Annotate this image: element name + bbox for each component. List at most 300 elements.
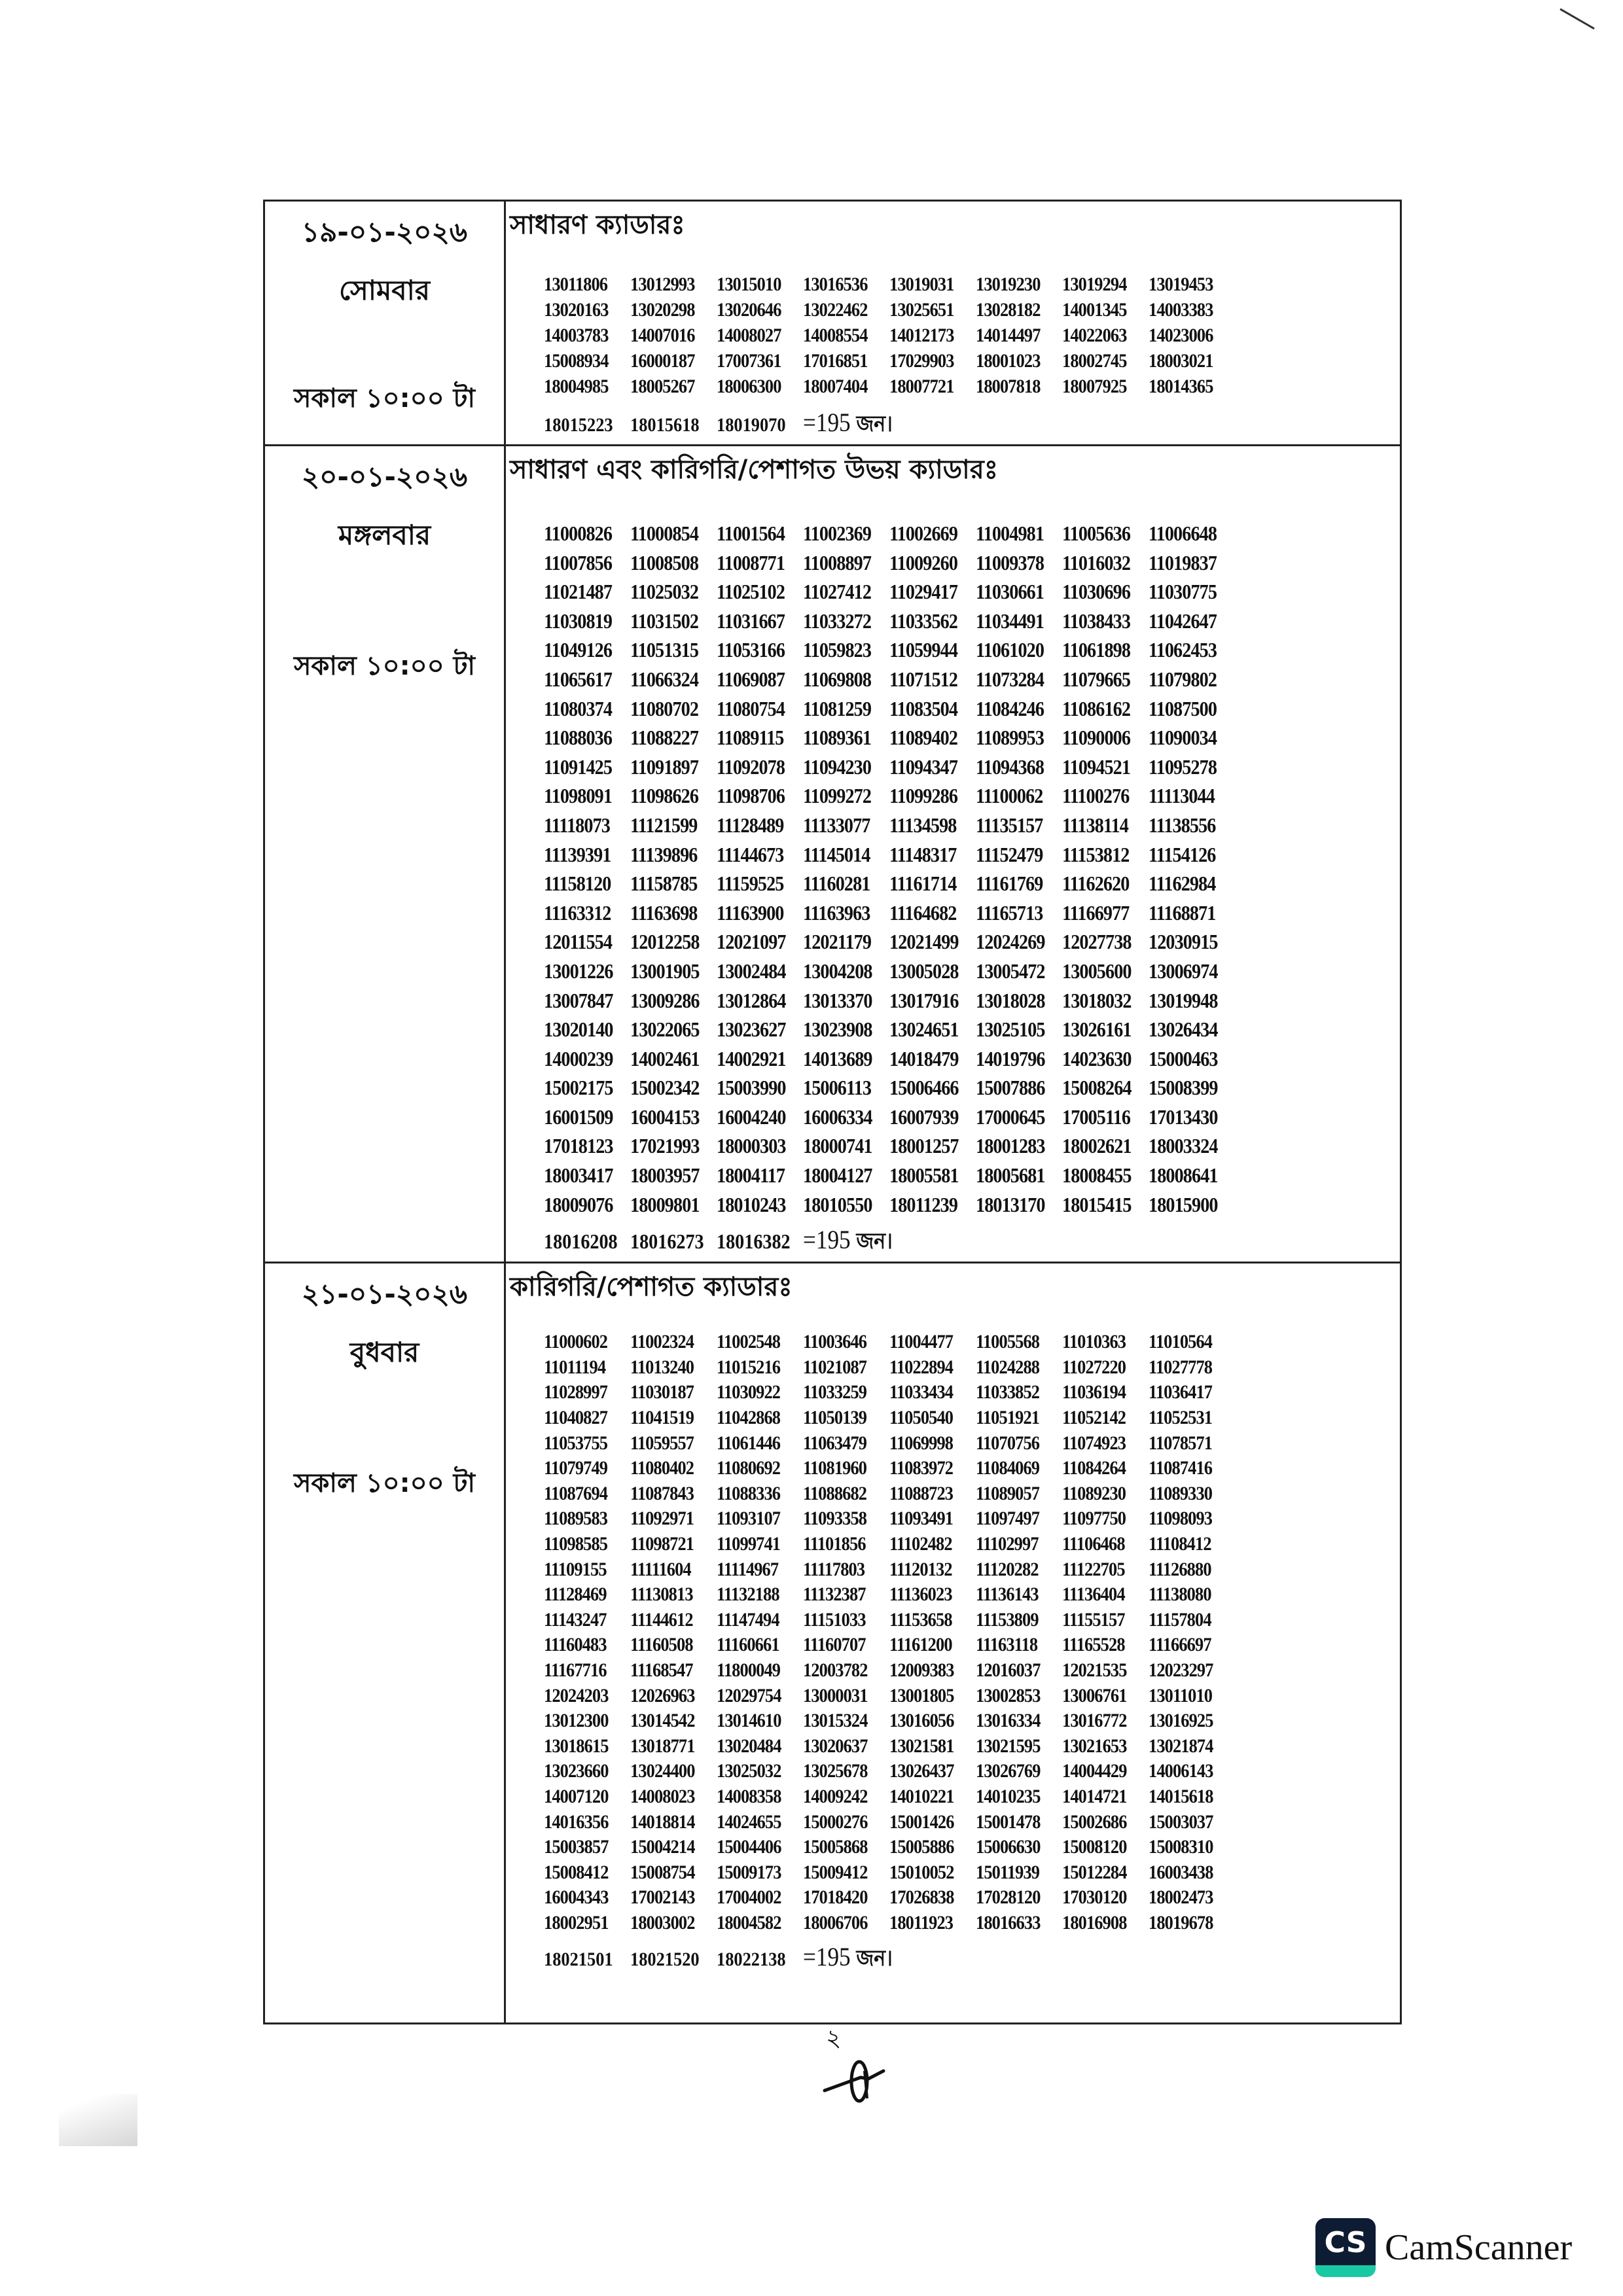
roll-number: 15006630: [976, 1836, 1041, 1858]
roll-number: 18006706: [803, 1911, 868, 1934]
roll-number: 11128489: [717, 813, 784, 837]
roll-number-last-row: [544, 407, 1297, 444]
roll-number: 18010243: [717, 1192, 786, 1216]
roll-number: 11083504: [889, 696, 958, 720]
roll-number: 11081259: [803, 696, 872, 720]
roll-number: 11111604: [630, 1558, 691, 1580]
roll-number: 11120282: [976, 1558, 1039, 1580]
roll-number: 11087500: [1149, 696, 1217, 720]
camscanner-label: CamScanner: [1385, 2227, 1573, 2268]
roll-number: 13016334: [976, 1710, 1041, 1732]
roll-number-last-row: [544, 1941, 1297, 1979]
roll-number: 14008358: [717, 1785, 781, 1807]
roll-number: 11159525: [717, 872, 784, 896]
roll-number: 13015010: [717, 274, 781, 295]
exam-day: মঙ্গলবার: [338, 519, 431, 551]
roll-number: 11087416: [1149, 1457, 1213, 1479]
roll-number: 14014497: [976, 325, 1041, 346]
roll-number: 13006761: [1062, 1684, 1127, 1706]
roll-number: 14002921: [717, 1046, 786, 1070]
roll-number: 11138080: [1149, 1583, 1211, 1606]
roll-number: 11015216: [717, 1356, 781, 1378]
candidate-total: [803, 407, 893, 444]
roll-number: 13021595: [976, 1735, 1041, 1757]
roll-number: 18015900: [1149, 1192, 1218, 1216]
roll-number: 11069808: [803, 667, 872, 691]
roll-number: 18016633: [976, 1911, 1041, 1934]
roll-number: 15005868: [803, 1836, 868, 1858]
roll-number: 13020163: [544, 299, 609, 321]
roll-number: 11163963: [803, 900, 870, 925]
exam-date: ২১-০১-২০২৬: [301, 1278, 468, 1311]
roll-number: 11088336: [717, 1482, 781, 1504]
roll-number: 11158785: [630, 872, 698, 896]
roll-number: 18015618: [630, 414, 700, 436]
roll-number: 11099741: [717, 1533, 781, 1555]
camscanner-logo-icon: [1315, 2218, 1376, 2277]
roll-number: 11025102: [717, 580, 785, 604]
roll-number: 11088682: [803, 1482, 867, 1504]
roll-number: 13024400: [630, 1760, 695, 1782]
roll-number: 14010235: [976, 1785, 1041, 1807]
roll-number: 16003438: [1149, 1861, 1213, 1883]
roll-number: 18022138: [717, 1948, 786, 1970]
roll-number: 13023627: [717, 1017, 786, 1042]
roll-number: 11050139: [803, 1407, 867, 1429]
roll-number: 13005600: [1062, 959, 1132, 983]
roll-number: 14018479: [889, 1046, 959, 1070]
roll-number: 11052142: [1062, 1407, 1126, 1429]
roll-number: 13002853: [976, 1684, 1041, 1706]
roll-number: 11168547: [630, 1659, 693, 1681]
roll-number: 11800049: [717, 1659, 781, 1681]
roll-number: 18009076: [544, 1192, 613, 1216]
roll-number: 17018123: [544, 1134, 613, 1158]
roll-number: 14006143: [1149, 1760, 1213, 1782]
roll-number: 11002369: [803, 521, 872, 545]
roll-number: 12026963: [630, 1684, 695, 1706]
roll-number: 12021097: [717, 930, 786, 954]
roll-number: 18008455: [1062, 1163, 1132, 1188]
candidate-list-cell: [505, 1263, 1401, 2024]
roll-number: 11095278: [1149, 754, 1217, 779]
roll-number: 11160707: [803, 1634, 866, 1656]
candidate-list-cell: [505, 446, 1401, 1263]
roll-number: 14008023: [630, 1785, 695, 1807]
roll-number: 11114967: [717, 1558, 779, 1580]
roll-number: 11089057: [976, 1482, 1040, 1504]
roll-number: 11106468: [1062, 1533, 1125, 1555]
roll-number: 11009260: [889, 550, 958, 574]
exam-date: ২০-০১-২০২৬: [301, 461, 468, 493]
roll-number: 14003783: [544, 325, 609, 346]
roll-number: 15002686: [1062, 1810, 1127, 1833]
roll-number: 13023908: [803, 1017, 872, 1042]
roll-number: 12023297: [1149, 1659, 1213, 1681]
roll-number: 13020637: [803, 1735, 868, 1757]
roll-number: 11089953: [976, 726, 1044, 750]
roll-number: 14010221: [889, 1785, 954, 1807]
cadre-title: কারিগরি/পেশাগত ক্যাডারঃ: [510, 1272, 793, 1303]
cadre-title: সাধারণ এবং কারিগরি/পেশাগত উভয় ক্যাডারঃ: [510, 455, 999, 485]
roll-number: 11144612: [630, 1608, 693, 1631]
roll-number: 11100276: [1062, 784, 1130, 808]
roll-number: 17005116: [1062, 1104, 1131, 1129]
roll-number: 15002175: [544, 1076, 613, 1100]
roll-number: 11027412: [803, 580, 872, 604]
roll-number: 18016208: [544, 1229, 618, 1254]
scan-shadow: [59, 2094, 137, 2146]
roll-number: 15008934: [544, 350, 609, 372]
roll-number: 15005886: [889, 1836, 954, 1858]
roll-number: 11080754: [717, 696, 785, 720]
roll-number: 11157804: [1149, 1608, 1211, 1631]
roll-number: 14000239: [544, 1046, 613, 1070]
roll-number: 13019948: [1149, 988, 1218, 1012]
roll-number: 13021653: [1062, 1735, 1127, 1757]
roll-number: 17021993: [630, 1134, 700, 1158]
roll-number: 15003037: [1149, 1810, 1213, 1833]
roll-number: 11038433: [1062, 609, 1131, 633]
roll-number: 11006648: [1149, 521, 1217, 545]
roll-number: 12009383: [889, 1659, 954, 1681]
roll-number: 18021520: [630, 1948, 700, 1970]
roll-number: 11005636: [1062, 521, 1131, 545]
roll-number: 11063479: [803, 1432, 867, 1454]
roll-number: 11061898: [1062, 638, 1131, 662]
roll-number: 11134598: [889, 813, 957, 837]
roll-number: 18003957: [630, 1163, 700, 1188]
roll-number: 13013370: [803, 988, 872, 1012]
roll-number: 18007818: [976, 376, 1041, 397]
roll-number: 13026434: [1149, 1017, 1218, 1042]
roll-number: 13005028: [889, 959, 959, 983]
roll-number: 18019070: [717, 414, 786, 436]
roll-number: 17029903: [889, 350, 954, 372]
roll-number: 11061446: [717, 1432, 781, 1454]
candidate-total-count: =195: [803, 1941, 851, 1971]
candidate-total: [803, 1224, 893, 1262]
roll-number: 11041519: [630, 1407, 694, 1429]
roll-number: 11030922: [717, 1381, 781, 1404]
exam-day: সোমবার: [339, 274, 430, 306]
roll-number: 18011923: [889, 1911, 954, 1934]
roll-number: 11092078: [717, 754, 785, 779]
roll-number: 11030819: [544, 609, 613, 633]
roll-number: 11000602: [544, 1331, 608, 1353]
roll-number: 11080402: [630, 1457, 694, 1479]
roll-number: 11084069: [976, 1457, 1040, 1479]
roll-number: 17000645: [976, 1104, 1045, 1129]
roll-number: 14008554: [803, 325, 868, 346]
roll-number: 11069087: [717, 667, 785, 691]
roll-number: 11136143: [976, 1583, 1039, 1606]
roll-number: 15001478: [976, 1810, 1041, 1833]
roll-number: 11093491: [889, 1508, 954, 1530]
roll-number: 18004127: [803, 1163, 872, 1188]
roll-number-grid: [544, 272, 1297, 399]
roll-number: 13025651: [889, 299, 954, 321]
roll-number: 11163698: [630, 900, 698, 925]
roll-number: 13017916: [889, 988, 959, 1012]
roll-number: 11098093: [1149, 1508, 1213, 1530]
roll-number: 11143247: [544, 1608, 607, 1631]
roll-number: 13002484: [717, 959, 786, 983]
roll-number: 11021087: [803, 1356, 867, 1378]
roll-number: 15009412: [803, 1861, 868, 1883]
roll-number: 11021487: [544, 580, 613, 604]
roll-number: 12012258: [630, 930, 700, 954]
roll-number: 11155157: [1062, 1608, 1125, 1631]
roll-number: 11091425: [544, 754, 613, 779]
roll-number: 13025678: [803, 1760, 868, 1782]
roll-number: 15006113: [803, 1076, 872, 1100]
roll-number: 11036417: [1149, 1381, 1213, 1404]
roll-number: 11042868: [717, 1407, 781, 1429]
roll-number: 13016536: [803, 274, 868, 295]
roll-number: 14023630: [1062, 1046, 1132, 1070]
roll-number: 11164682: [889, 900, 957, 925]
roll-number: 11052531: [1149, 1407, 1213, 1429]
roll-number: 13018032: [1062, 988, 1132, 1012]
roll-number: 17028120: [976, 1886, 1041, 1909]
roll-number: 11083972: [889, 1457, 954, 1479]
roll-number: 11009378: [976, 550, 1044, 574]
roll-number: 11003646: [803, 1331, 867, 1353]
roll-number: 14003383: [1149, 299, 1213, 321]
roll-number: 11099286: [889, 784, 958, 808]
roll-number: 11163118: [976, 1634, 1038, 1656]
roll-number: 11094521: [1062, 754, 1131, 779]
roll-number: 15004214: [630, 1836, 695, 1858]
roll-number: 17004002: [717, 1886, 781, 1909]
schedule-date-cell: [264, 201, 505, 446]
roll-number: 11102997: [976, 1533, 1039, 1555]
scan-edge-mark: [1560, 0, 1607, 29]
roll-number: 18002951: [544, 1911, 609, 1934]
roll-number: 11042647: [1149, 609, 1217, 633]
roll-number: 13012993: [630, 274, 695, 295]
roll-number: 11128469: [544, 1583, 607, 1606]
roll-number: 14022063: [1062, 325, 1127, 346]
roll-number: 14001345: [1062, 299, 1127, 321]
roll-number: 11113044: [1149, 784, 1215, 808]
roll-number: 11138114: [1062, 813, 1128, 837]
roll-number: 11092971: [630, 1508, 694, 1530]
roll-number: 11004477: [889, 1331, 954, 1353]
roll-number: 11088036: [544, 726, 613, 750]
roll-number: 11160661: [717, 1634, 779, 1656]
roll-number: 11090034: [1149, 726, 1217, 750]
roll-number: 11120132: [889, 1558, 952, 1580]
roll-number: 11065617: [544, 667, 613, 691]
roll-number: 11088227: [630, 726, 699, 750]
roll-number: 11049126: [544, 638, 613, 662]
roll-number: 11061020: [976, 638, 1044, 662]
roll-number: 11062453: [1149, 638, 1217, 662]
roll-number-grid: [544, 519, 1297, 1219]
roll-number: 11152479: [976, 842, 1043, 866]
roll-number: 14012173: [889, 325, 954, 346]
roll-number: 11033562: [889, 609, 958, 633]
roll-number: 14007016: [630, 325, 695, 346]
roll-number: 14015618: [1149, 1785, 1213, 1807]
roll-number: 11154126: [1149, 842, 1216, 866]
roll-number: 11097750: [1062, 1508, 1126, 1530]
roll-number: 11034491: [976, 609, 1044, 633]
roll-number: 13018615: [544, 1735, 609, 1757]
camscanner-logo-text: CS: [1324, 2225, 1367, 2259]
roll-number: 15003990: [717, 1076, 786, 1100]
roll-number: 18002745: [1062, 350, 1127, 372]
roll-number: 11117803: [803, 1558, 865, 1580]
roll-number: 18003417: [544, 1163, 613, 1188]
roll-number: 11031502: [630, 609, 699, 633]
roll-number: 14018814: [630, 1810, 695, 1833]
roll-number: 18000741: [803, 1134, 872, 1158]
roll-number: 11089115: [717, 726, 784, 750]
roll-number: 13015324: [803, 1710, 868, 1732]
roll-number: 11165528: [1062, 1634, 1125, 1656]
roll-number: 13001905: [630, 959, 700, 983]
roll-number: 11029417: [889, 580, 958, 604]
roll-number: 18015223: [544, 414, 613, 436]
roll-number: 11033272: [803, 609, 872, 633]
roll-number: 12011554: [544, 930, 613, 954]
roll-number: 11030187: [630, 1381, 694, 1404]
roll-number: 11094347: [889, 754, 958, 779]
roll-number: 15008120: [1062, 1836, 1127, 1858]
roll-number: 11153658: [889, 1608, 952, 1631]
roll-number: 13011010: [1149, 1684, 1213, 1706]
roll-number: 11139896: [630, 842, 698, 866]
roll-number: 14009242: [803, 1785, 868, 1807]
roll-number: 11002548: [717, 1331, 781, 1353]
roll-number: 13016056: [889, 1710, 954, 1732]
roll-number: 11051315: [630, 638, 699, 662]
exam-time: সকাল ১০:০০ টা: [293, 383, 476, 414]
roll-number: 17013430: [1149, 1104, 1218, 1129]
roll-number: 11108412: [1149, 1533, 1211, 1555]
roll-number: 11098626: [630, 784, 699, 808]
roll-number: 13000031: [803, 1684, 868, 1706]
roll-number: 15000276: [803, 1810, 868, 1833]
roll-number: 11163900: [717, 900, 784, 925]
roll-number: 13020646: [717, 299, 781, 321]
roll-number: 14002461: [630, 1046, 700, 1070]
roll-number: 15008264: [1062, 1076, 1132, 1100]
roll-number: 18014365: [1149, 376, 1213, 397]
roll-number: 15008754: [630, 1861, 695, 1883]
roll-number: 13019294: [1062, 274, 1127, 295]
roll-number: 11088723: [889, 1482, 954, 1504]
schedule-row: [264, 446, 1401, 1263]
roll-number: 11094230: [803, 754, 872, 779]
roll-number: 11098706: [717, 784, 785, 808]
roll-number: 11008508: [630, 550, 699, 574]
roll-number: 12021179: [803, 930, 872, 954]
roll-number: 11148317: [889, 842, 957, 866]
roll-number: 11162620: [1062, 872, 1130, 896]
roll-number: 11153812: [1062, 842, 1130, 866]
roll-number: 18004582: [717, 1911, 781, 1934]
roll-number: 13007847: [544, 988, 613, 1012]
roll-number: 17007361: [717, 350, 781, 372]
roll-number: 11059944: [889, 638, 958, 662]
exam-day: বুধবার: [349, 1336, 419, 1369]
roll-number: 15010052: [889, 1861, 954, 1883]
roll-number: 17026838: [889, 1886, 954, 1909]
roll-number: 11030696: [1062, 580, 1131, 604]
roll-number: 13004208: [803, 959, 872, 983]
roll-number: 11081960: [803, 1457, 867, 1479]
roll-number: 11158120: [544, 872, 611, 896]
roll-number: 11051921: [976, 1407, 1040, 1429]
roll-number: 12030915: [1149, 930, 1218, 954]
roll-number: 15007886: [976, 1076, 1045, 1100]
roll-number: 11059823: [803, 638, 872, 662]
roll-number: 11066324: [630, 667, 699, 691]
candidate-total-unit: জন।: [856, 411, 893, 437]
roll-number: 18019678: [1149, 1911, 1213, 1934]
roll-number: 11121599: [630, 813, 698, 837]
roll-number: 13021874: [1149, 1735, 1213, 1757]
roll-number: 11002669: [889, 521, 958, 545]
roll-number: 18003002: [630, 1911, 695, 1934]
roll-number: 18011239: [889, 1192, 958, 1216]
roll-number: 13021581: [889, 1735, 954, 1757]
roll-number: 11022894: [889, 1356, 954, 1378]
roll-number: 14013689: [803, 1046, 872, 1070]
roll-number: 18008641: [1149, 1163, 1218, 1188]
roll-number: 11098721: [630, 1533, 694, 1555]
roll-number: 16007939: [889, 1104, 959, 1129]
roll-number: 17030120: [1062, 1886, 1127, 1909]
roll-number: 11070756: [976, 1432, 1040, 1454]
roll-number: 18007721: [889, 376, 954, 397]
roll-number: 11089583: [544, 1508, 608, 1530]
roll-number: 18021501: [544, 1948, 613, 1970]
roll-number: 13011806: [544, 274, 608, 295]
roll-number: 13018771: [630, 1735, 695, 1757]
roll-number: 18000303: [717, 1134, 786, 1158]
roll-number: 14014721: [1062, 1785, 1127, 1807]
roll-number: 13025105: [976, 1017, 1045, 1042]
roll-number: 14004429: [1062, 1760, 1127, 1782]
roll-number: 16004153: [630, 1104, 700, 1129]
roll-number: 13026769: [976, 1760, 1041, 1782]
roll-number: 13028182: [976, 299, 1041, 321]
roll-number: 17002143: [630, 1886, 695, 1909]
roll-number: 13018028: [976, 988, 1045, 1012]
roll-number: 11102482: [889, 1533, 952, 1555]
roll-number: 11030661: [976, 580, 1044, 604]
roll-number: 11010564: [1149, 1331, 1213, 1353]
roll-number: 11161769: [976, 872, 1043, 896]
roll-number: 11013240: [630, 1356, 694, 1378]
roll-number: 13009286: [630, 988, 700, 1012]
candidate-total-unit: জন।: [856, 1945, 893, 1971]
roll-number: 18016273: [630, 1229, 704, 1254]
roll-number: 11004981: [976, 521, 1044, 545]
roll-number: 14023006: [1149, 325, 1213, 346]
candidate-total-count: =195: [803, 1225, 851, 1255]
roll-number: 11080702: [630, 696, 699, 720]
roll-number: 11135157: [976, 813, 1043, 837]
roll-number: 11099272: [803, 784, 872, 808]
roll-number: 18001257: [889, 1134, 959, 1158]
roll-number: 13022462: [803, 299, 868, 321]
